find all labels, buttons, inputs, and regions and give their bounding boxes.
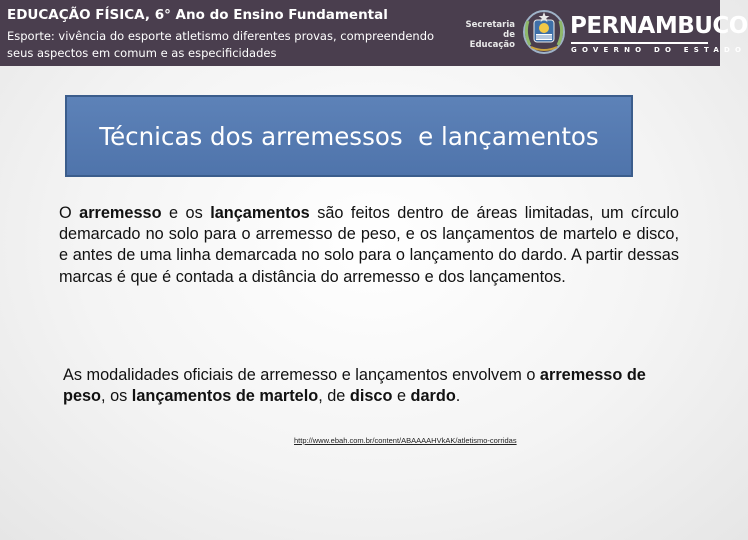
paragraph-modalidades [63,365,683,407]
para1-text-3: são feitos dentro de áreas limitadas, um círculo demarcado no solo para o arremesso de peso, e os lançamentos de martelo e disco, e antes de uma linha demarcada no solo para o lançamento do dardo. A partir dessas marcas é que é contada a distância do arremesso e dos lançamentos. [59,204,679,286]
para1-text-2: e os [161,204,211,222]
secretaria-line1: Secretaria de [465,20,515,40]
para1-bold-lancamentos: lançamentos [210,204,310,222]
para2-bold-disco: disco [349,387,393,406]
slide-title: Técnicas dos arremessos e lançamentos [99,121,599,151]
header-subtitle: Esporte: vivência do esporte atletismo diferentes provas, compreendendo seus aspectos em comum e as especificidades [7,29,435,60]
para2-text-2: , os [101,387,132,406]
para2-bold-martelo: lançamentos de martelo [131,387,319,406]
para2-text-1: As modalidades oficiais de arremesso e lançamentos envolvem o [63,366,540,384]
slide-title-box [65,95,633,177]
pernambuco-coat-of-arms-icon [522,9,566,55]
secretaria-label [455,20,515,50]
para2-text-3: , de [318,387,350,406]
source-link[interactable]: http://www.ebah.com.br/content/ABAAAAHVkAK/atletismo-corridas [294,436,517,445]
para1-bold-arremesso: arremesso [79,204,162,222]
para2-bold-dardo: dardo [410,387,456,406]
state-name: PERNAMBUCO [570,13,748,39]
paragraph-arremesso-areas [59,203,679,288]
header-title: EDUCAÇÃO FÍSICA, 6° Ano do Ensino Fundamental [7,7,388,23]
para1-text-1: O [59,204,80,222]
header-bar [0,0,748,66]
para2-text-4: e [392,387,411,406]
para2-text-5: . [455,387,461,406]
state-subtitle: GOVERNO DO ESTADO [571,42,708,54]
secretaria-line2: Educação [469,40,515,50]
para2-bold-peso: arremesso de peso [63,366,646,406]
